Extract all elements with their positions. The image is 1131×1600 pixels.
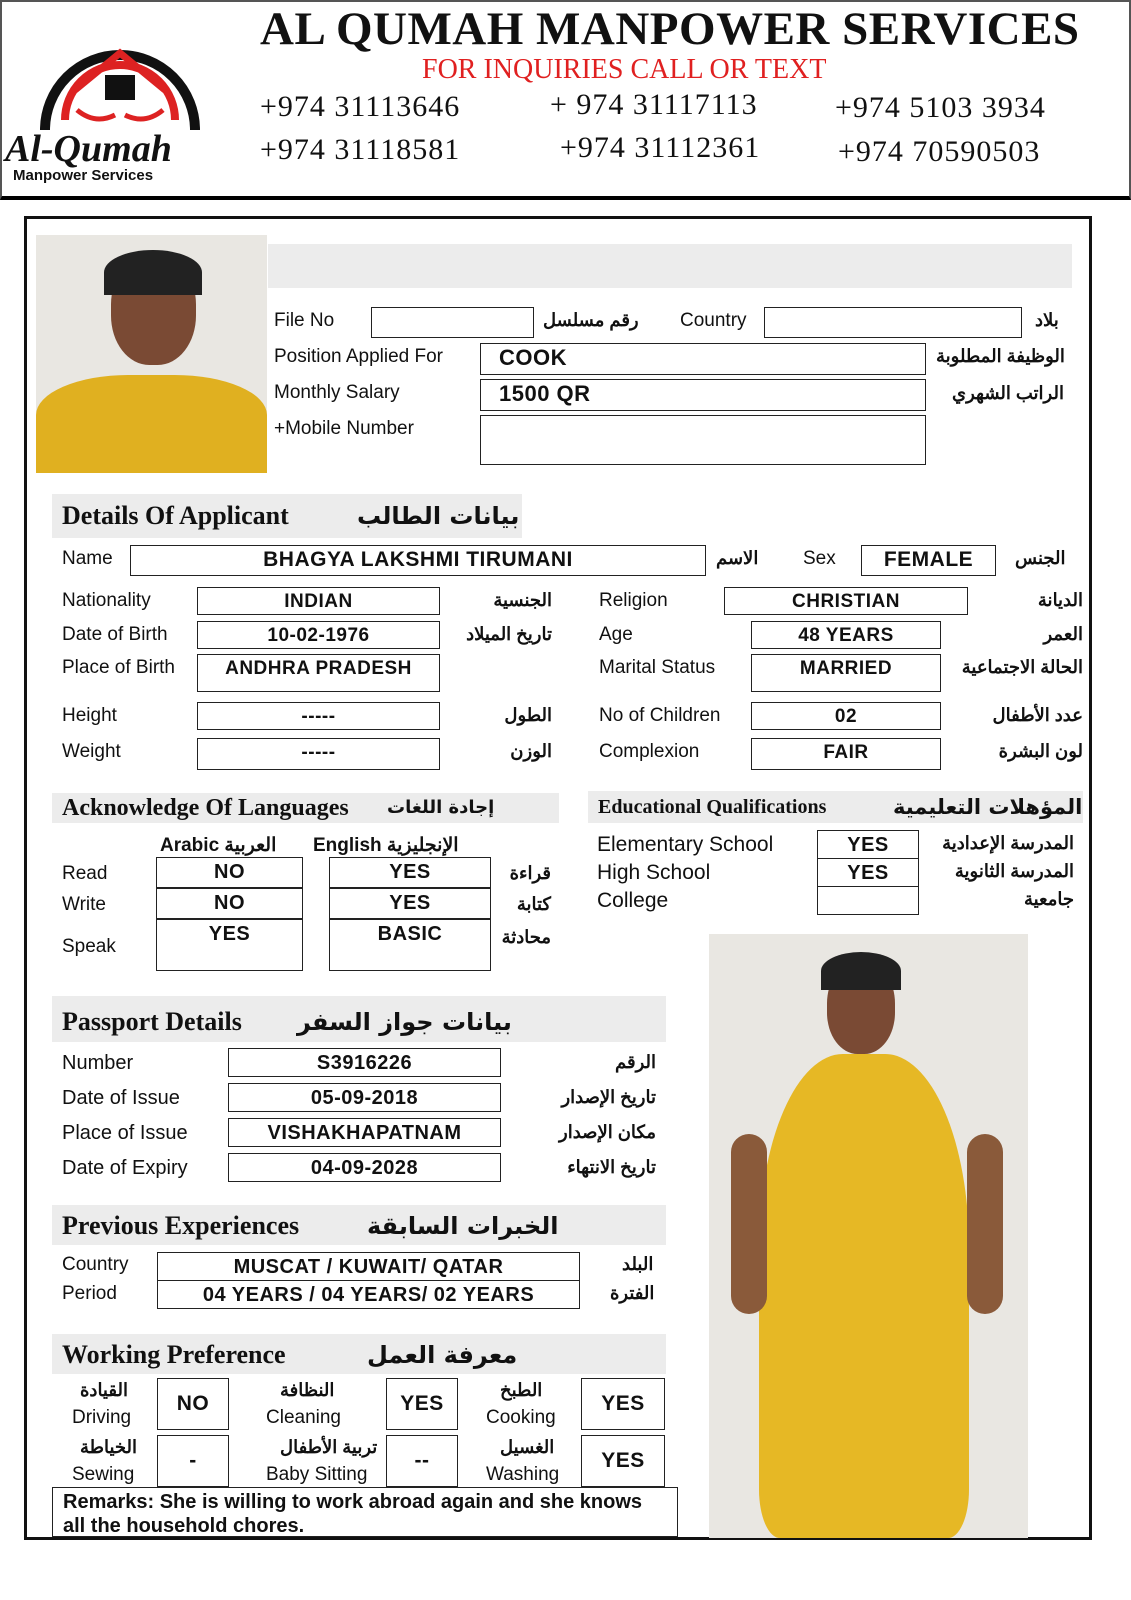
country-field[interactable]: [764, 307, 1022, 338]
passport-title: Passport Details: [62, 1007, 242, 1036]
preference-label: Cleaning: [266, 1407, 341, 1428]
language-row-label: Write: [62, 894, 106, 915]
english-level[interactable]: YES: [329, 857, 491, 888]
applicant-field-label-ar: لون البشرة: [998, 741, 1083, 761]
applicant-field-label-ar: الديانة: [1037, 590, 1083, 610]
salary-field[interactable]: 1500 QR: [480, 379, 926, 411]
preference-title: Working Preference: [62, 1340, 286, 1369]
english-label-ar: الإنجليزية: [386, 835, 459, 856]
passport-value[interactable]: S3916226: [228, 1048, 501, 1077]
logo-text: Al-Qumah: [5, 128, 172, 170]
phone-4[interactable]: +974 31118581: [260, 133, 461, 166]
phone-1[interactable]: +974 31113646: [260, 90, 461, 123]
arabic-label: Arabic: [160, 835, 220, 856]
language-row-label-ar: كتابة: [516, 894, 551, 914]
mobile-field[interactable]: [480, 415, 926, 465]
applicant-field-label-ar: تاريخ الميلاد: [466, 624, 552, 644]
applicant-field-label: Date of Birth: [62, 624, 168, 645]
applicant-headshot: [36, 235, 267, 473]
name-label: Name: [62, 548, 113, 569]
arabic-heading: [160, 834, 276, 857]
phone-3[interactable]: +974 5103 3934: [835, 91, 1046, 124]
position-label: Position Applied For: [274, 346, 443, 367]
phone-6[interactable]: +974 70590503: [838, 135, 1041, 168]
file-no-label: File No: [274, 310, 335, 331]
preference-label-ar: النظافة: [280, 1380, 335, 1400]
preference-value[interactable]: YES: [386, 1378, 458, 1430]
sex-label-ar: الجنس: [1015, 548, 1066, 568]
passport-value[interactable]: VISHAKHAPATNAM: [228, 1118, 501, 1147]
applicant-title-ar: بيانات الطالب: [357, 502, 520, 530]
languages-section-header: [52, 793, 559, 823]
arabic-level[interactable]: NO: [156, 857, 303, 888]
top-banner: [268, 244, 1072, 288]
phone-5[interactable]: +974 31112361: [560, 131, 761, 164]
education-label-ar: جامعية: [1023, 889, 1074, 909]
applicant-field-label: Marital Status: [599, 657, 716, 678]
applicant-field-label: Age: [599, 624, 633, 645]
house-family-icon: [5, 15, 235, 145]
preference-title-ar: معرفة العمل: [367, 1341, 518, 1369]
languages-title: Acknowledge Of Languages: [62, 795, 349, 821]
preference-value[interactable]: --: [386, 1435, 458, 1487]
english-label: English: [313, 835, 382, 856]
applicant-field-label: Religion: [599, 590, 668, 611]
education-label: Elementary School: [597, 833, 774, 856]
passport-label: Date of Issue: [62, 1087, 180, 1109]
preference-label: Sewing: [72, 1464, 135, 1485]
passport-label-ar: الرقم: [614, 1052, 656, 1072]
preference-label: Cooking: [486, 1407, 556, 1428]
exp-period-label-ar: الفترة: [610, 1283, 655, 1303]
education-title: Educational Qualifications: [598, 796, 827, 818]
applicant-field-label-ar: العمر: [1043, 624, 1083, 644]
name-label-ar: الاسم: [716, 548, 759, 568]
exp-period-field[interactable]: 04 YEARS / 04 YEARS/ 02 YEARS: [157, 1280, 580, 1309]
experience-section-header: [52, 1205, 666, 1245]
arabic-level[interactable]: NO: [156, 888, 303, 919]
preference-label: Driving: [72, 1407, 132, 1428]
applicant-field-value[interactable]: 10-02-1976: [197, 621, 440, 649]
applicant-field-label-ar: الطول: [504, 705, 552, 725]
sex-field[interactable]: FEMALE: [861, 545, 996, 576]
education-value[interactable]: YES: [817, 858, 919, 887]
applicant-field-label: No of Children: [599, 705, 721, 726]
education-title-ar: المؤهلات التعليمية: [893, 795, 1083, 819]
applicant-field-label-ar: الوزن: [510, 741, 552, 761]
applicant-field-value[interactable]: -----: [197, 738, 440, 770]
phone-2[interactable]: + 974 31117113: [550, 88, 758, 121]
passport-label: Number: [62, 1052, 134, 1074]
applicant-field-value[interactable]: ANDHRA PRADESH: [197, 654, 440, 692]
education-value[interactable]: YES: [817, 830, 919, 859]
preference-label-ar: تربية الأطفال: [280, 1437, 378, 1457]
applicant-field-label: Place of Birth: [62, 657, 175, 678]
applicant-field-value[interactable]: 02: [751, 702, 941, 730]
preference-value[interactable]: NO: [157, 1378, 229, 1430]
applicant-field-label: Height: [62, 705, 117, 726]
education-label-ar: المدرسة الثانوية: [954, 861, 1074, 881]
language-row-label-ar: محادثة: [501, 927, 551, 947]
mobile-label: +Mobile Number: [274, 418, 414, 439]
company-logo: [5, 15, 235, 185]
applicant-field-label-ar: عدد الأطفال: [992, 705, 1083, 725]
passport-title-ar: بيانات جواز السفر: [297, 1008, 512, 1036]
passport-label-ar: تاريخ الانتهاء: [567, 1157, 656, 1177]
passport-label: Date of Expiry: [62, 1157, 188, 1179]
arabic-level[interactable]: YES: [156, 919, 303, 971]
position-label-ar: الوظيفة المطلوبة: [936, 346, 1065, 366]
passport-value[interactable]: 04-09-2028: [228, 1153, 501, 1182]
education-label: College: [597, 889, 669, 912]
applicant-field-label-ar: الجنسية: [493, 590, 552, 610]
passport-section-header: [52, 996, 666, 1042]
salary-label: Monthly Salary: [274, 382, 400, 403]
education-label-ar: المدرسة الإعدادية: [942, 833, 1074, 853]
education-label: High School: [597, 861, 711, 884]
company-name: AL QUMAH MANPOWER SERVICES: [260, 3, 1080, 55]
experience-title: Previous Experiences: [62, 1211, 300, 1240]
applicant-field-value[interactable]: FAIR: [751, 738, 941, 770]
languages-title-ar: إجادة اللغات: [387, 797, 495, 818]
english-level[interactable]: BASIC: [329, 919, 491, 971]
file-no-label-ar: رقم مسلسل: [543, 310, 639, 330]
language-row-label-ar: قراءة: [509, 863, 551, 883]
exp-country-field[interactable]: MUSCAT / KUWAIT/ QATAR: [157, 1252, 580, 1281]
name-field[interactable]: BHAGYA LAKSHMI TIRUMANI: [130, 545, 706, 576]
preference-label-ar: الغسيل: [500, 1437, 555, 1457]
passport-label-ar: تاريخ الإصدار: [561, 1087, 656, 1107]
applicant-field-value[interactable]: MARRIED: [751, 654, 941, 692]
passport-label: Place of Issue: [62, 1122, 188, 1144]
applicant-field-label: Complexion: [599, 741, 700, 762]
sex-label: Sex: [803, 548, 836, 569]
exp-country-label-ar: البلد: [622, 1254, 654, 1274]
position-field[interactable]: COOK: [480, 343, 926, 375]
language-row-label: Read: [62, 863, 108, 884]
preference-label: Washing: [486, 1464, 560, 1485]
file-no-field[interactable]: [371, 307, 534, 338]
preference-label-ar: الخياطة: [80, 1437, 137, 1457]
applicant-field-value[interactable]: CHRISTIAN: [724, 587, 968, 615]
preference-value[interactable]: YES: [581, 1435, 665, 1487]
country-label: Country: [680, 310, 747, 331]
english-level[interactable]: YES: [329, 888, 491, 919]
country-label-ar: بلاد: [1035, 310, 1059, 330]
preference-section-header: [52, 1334, 666, 1374]
passport-label-ar: مكان الإصدار: [559, 1122, 656, 1142]
applicant-field-label: Weight: [62, 741, 121, 762]
inquiry-text: FOR INQUIRIES CALL OR TEXT: [422, 54, 827, 85]
passport-value[interactable]: 05-09-2018: [228, 1083, 501, 1112]
logo-subtext: Manpower Services: [13, 167, 154, 184]
applicant-field-value[interactable]: INDIAN: [197, 587, 440, 615]
applicant-section-header: [52, 494, 522, 538]
applicant-field-value[interactable]: 48 YEARS: [751, 621, 941, 649]
exp-period-label: Period: [62, 1283, 117, 1304]
exp-country-label: Country: [62, 1254, 129, 1275]
preference-label-ar: القيادة: [80, 1380, 128, 1400]
preference-label-ar: الطبخ: [500, 1380, 543, 1400]
remarks: Remarks: She is willing to work abroad again and she knows all the household chores.: [52, 1487, 678, 1537]
experience-title-ar: الخبرات السابقة: [367, 1212, 559, 1240]
english-heading: [313, 834, 459, 857]
applicant-field-value[interactable]: -----: [197, 702, 440, 730]
education-section-header: [588, 791, 1083, 823]
applicant-full-photo: [709, 934, 1028, 1538]
applicant-field-label-ar: الحالة الاجتماعية: [961, 657, 1083, 677]
preference-value[interactable]: -: [157, 1435, 229, 1487]
salary-label-ar: الراتب الشهري: [952, 383, 1064, 403]
education-value[interactable]: [817, 886, 919, 915]
preference-value[interactable]: YES: [581, 1378, 665, 1430]
applicant-title: Details Of Applicant: [62, 501, 289, 530]
applicant-field-label: Nationality: [62, 590, 151, 611]
preference-label: Baby Sitting: [266, 1464, 368, 1485]
arabic-label-ar: العربية: [224, 835, 277, 856]
language-row-label: Speak: [62, 936, 116, 957]
